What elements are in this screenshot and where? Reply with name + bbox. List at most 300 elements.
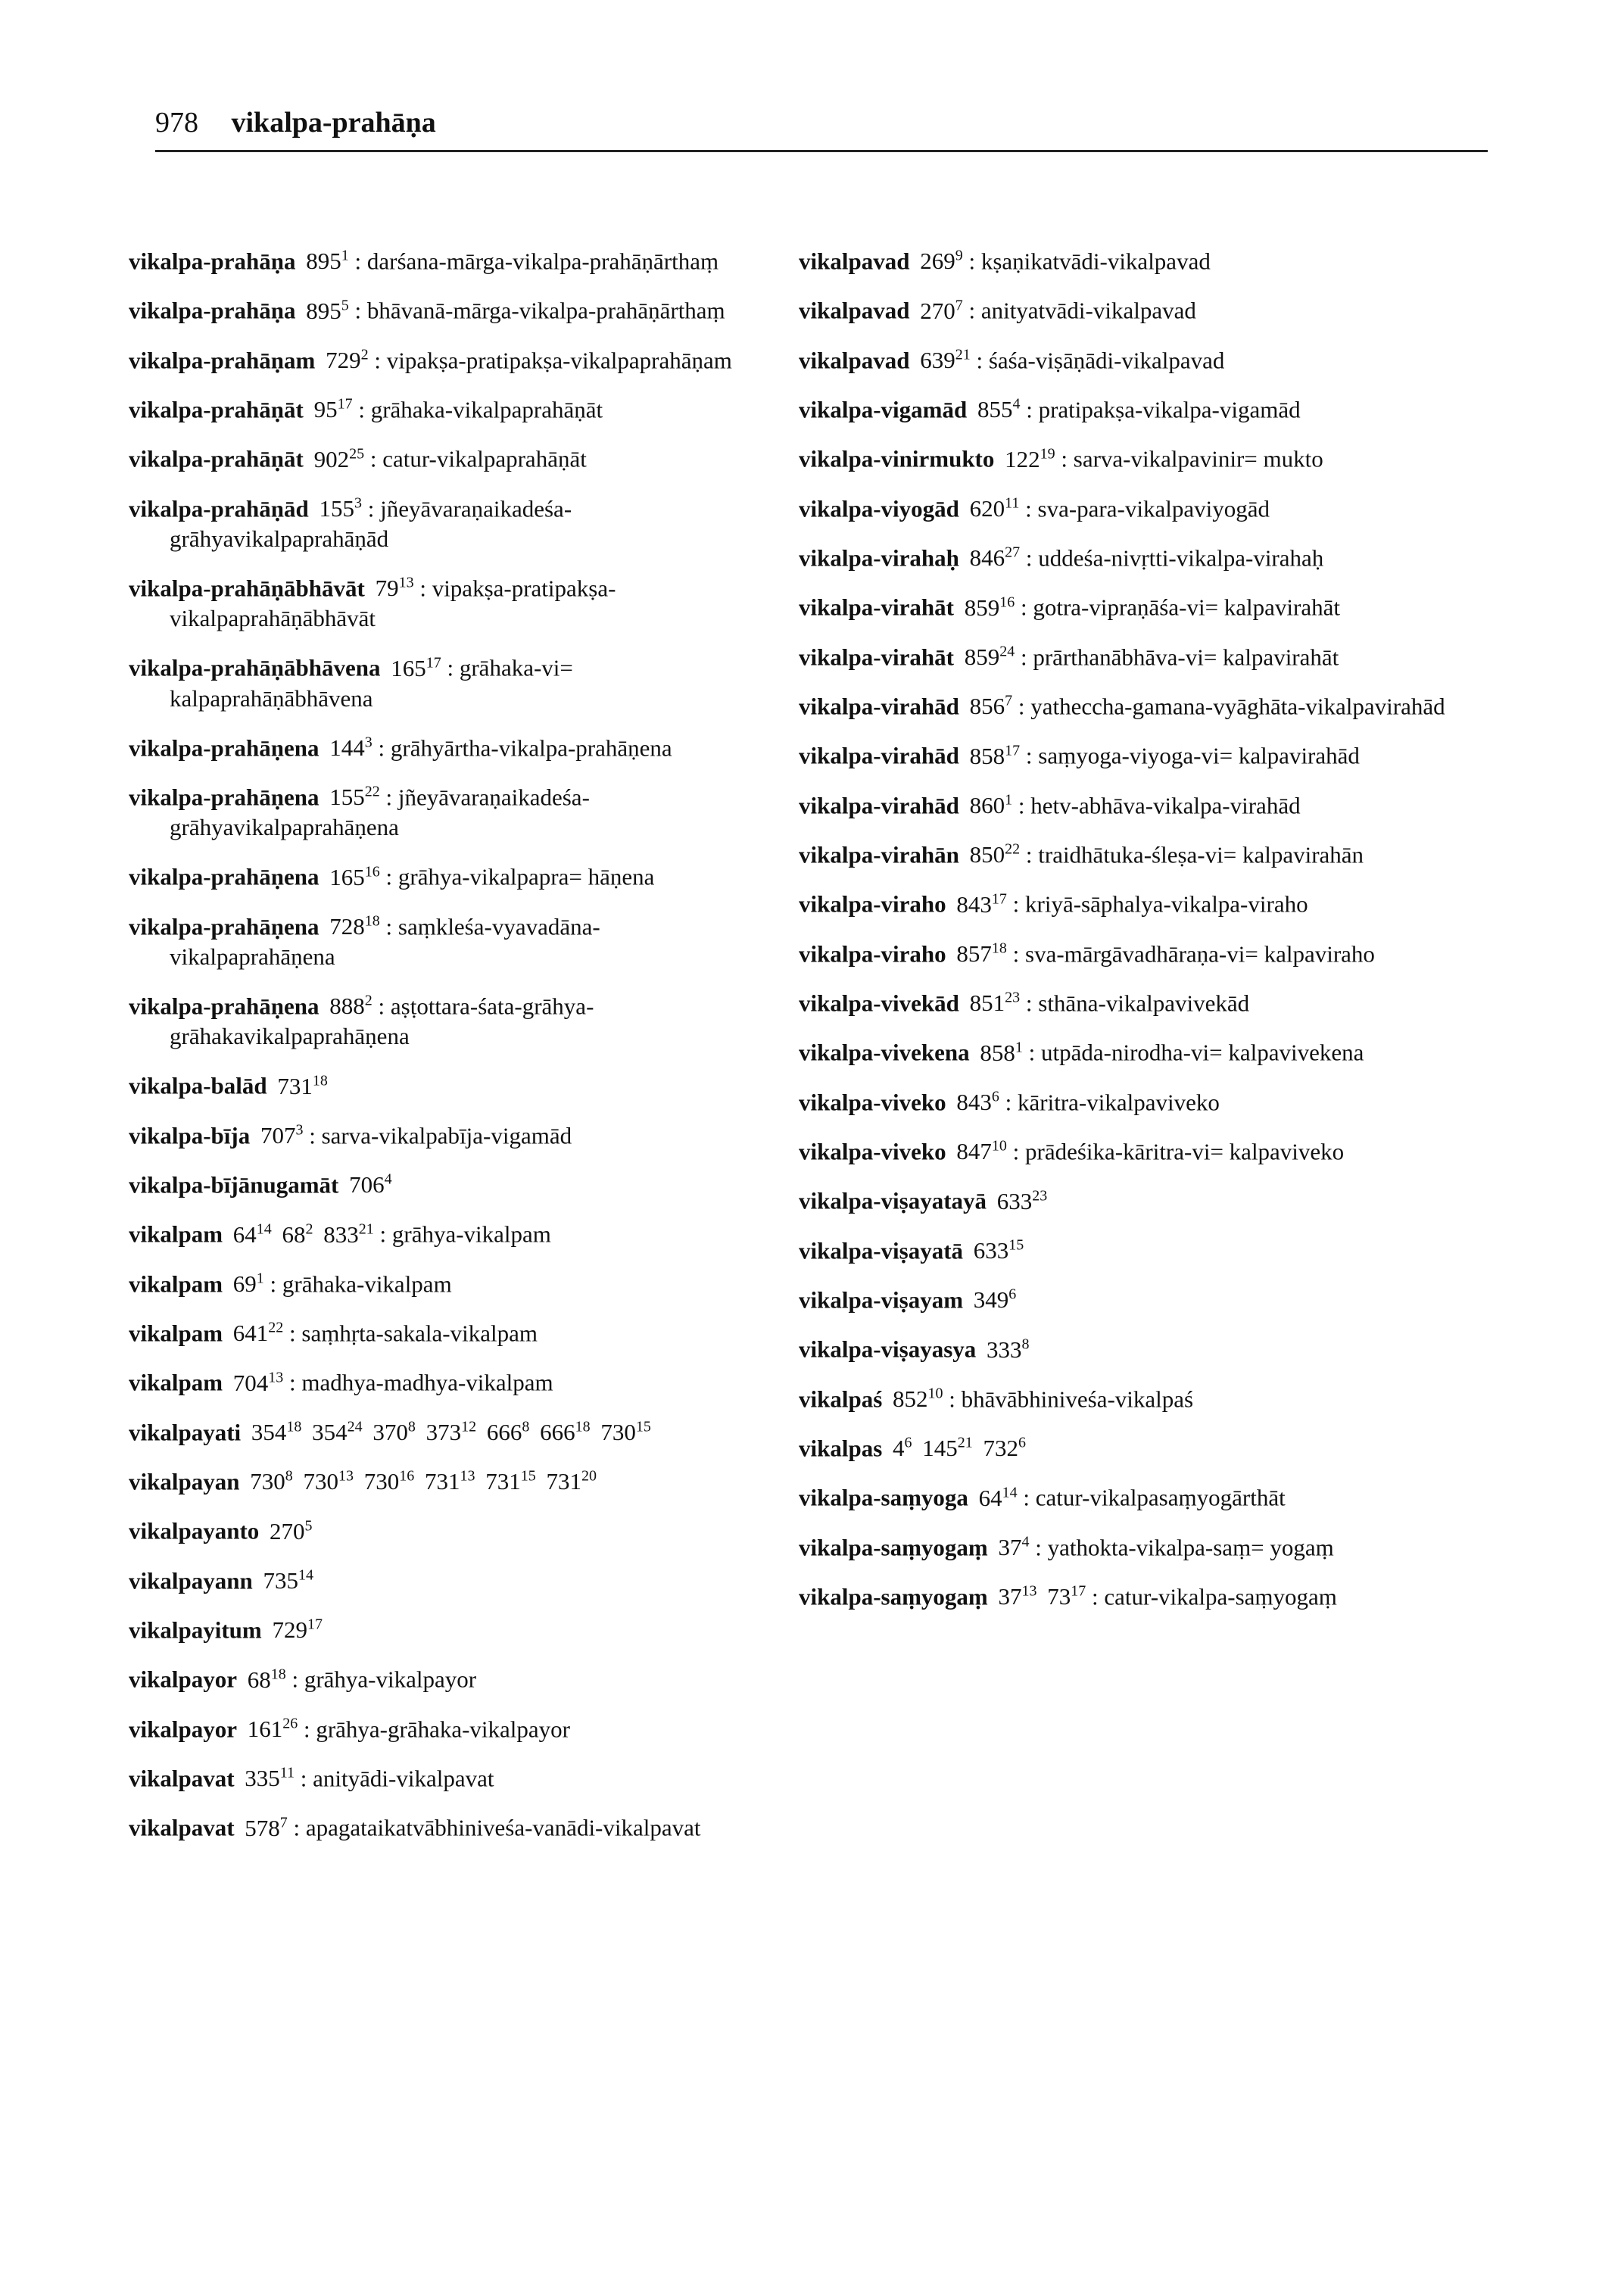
entry-context: : sva-mārgāvadhāraṇa-vi= kalpaviraho (1006, 940, 1375, 967)
index-entry (129, 1313, 765, 1348)
entry-reference (239, 1815, 288, 1841)
reference-line: 24 (999, 643, 1015, 660)
index-entry (799, 1576, 1480, 1612)
index-entry (799, 1329, 1480, 1364)
entry-headword: vikalpa-prahāṇa (129, 297, 296, 324)
entry-reference (245, 1419, 301, 1445)
reference-line: 2 (305, 1220, 313, 1238)
reference-page: 68 (241, 1666, 271, 1693)
entry-reference (244, 1468, 292, 1495)
reference-page: 858 (963, 742, 1005, 769)
entry-reference (951, 891, 1007, 918)
entry-reference (242, 1716, 298, 1742)
entry-headword: vikalpa-prahāṇena (129, 784, 320, 811)
reference-page: 850 (963, 841, 1005, 868)
entry-headword: vikalpa-viraho (799, 940, 946, 967)
entry-headword: vikalpa-prahāṇam (129, 346, 316, 373)
reference-line: 15 (1008, 1236, 1024, 1254)
reference-line: 12 (461, 1418, 477, 1435)
entry-context: : sarva-vikalpavinir= mukto (1055, 445, 1323, 472)
entry-reference (959, 594, 1015, 621)
index-entry (799, 1379, 1480, 1414)
entry-reference (301, 298, 349, 324)
reference-line: 8 (407, 1418, 416, 1435)
entry-reference (320, 347, 368, 373)
entry-headword: vikalpa-virahāt (799, 643, 954, 670)
entry-headword: vikalpayan (129, 1468, 240, 1495)
entry-reference (973, 1485, 1018, 1511)
entry-headword: vikalpa-bījānugamāt (129, 1171, 339, 1198)
left-column (129, 241, 765, 1857)
entry-reference (272, 1073, 328, 1099)
entry-headword: vikalpa-virahād (799, 791, 959, 818)
reference-page: 122 (999, 445, 1040, 472)
reference-page: 578 (238, 1814, 280, 1841)
index-entry (129, 1461, 765, 1497)
entry-headword: vikalpam (129, 1320, 223, 1347)
entry-headword: vikalpavad (799, 248, 910, 275)
entry-context: : grāhaka-vikalpaprahāṇāt (352, 396, 603, 423)
entry-reference (227, 1370, 283, 1396)
reference-line: 24 (347, 1418, 363, 1435)
entry-headword: vikalpa-viraho (799, 890, 946, 918)
index-entry (129, 1264, 765, 1299)
reference-line: 25 (349, 445, 365, 463)
entry-context: : pratipakṣa-vikalpa-vigamād (1020, 396, 1301, 423)
reference-line: 3 (295, 1121, 304, 1139)
entry-context: : grāhaka-vi= kalpaprahāṇābhāvena (170, 654, 573, 712)
reference-page: 64 (972, 1484, 1002, 1511)
reference-line: 22 (1005, 840, 1021, 858)
header-rule (155, 150, 1488, 152)
reference-line: 17 (1071, 1582, 1086, 1600)
entry-context: : utpāda-nirodha-vi= kalpavivekena (1022, 1039, 1364, 1066)
reference-line: 18 (286, 1418, 302, 1435)
entry-reference (324, 913, 380, 940)
page-title: vikalpa-prahāṇa (231, 107, 436, 139)
entry-reference (276, 1221, 313, 1248)
entry-headword: vikalpayann (129, 1566, 253, 1594)
entry-headword: vikalpa-virahāt (799, 594, 954, 621)
entry-context: : bhāvābhiniveśa-vikalpaś (943, 1385, 1194, 1412)
index-entry (129, 986, 765, 1052)
entry-headword: vikalpa-virahād (799, 742, 959, 769)
reference-line: 11 (279, 1764, 295, 1781)
entry-reference (306, 1419, 362, 1445)
reference-line: 14 (298, 1566, 313, 1584)
reference-page: 707 (254, 1121, 296, 1149)
entry-reference (257, 1567, 313, 1594)
reference-page: 729 (320, 346, 361, 373)
reference-page: 270 (914, 297, 955, 324)
reference-page: 851 (963, 990, 1005, 1017)
index-entry (799, 538, 1480, 573)
reference-line: 11 (1005, 494, 1020, 512)
reference-page: 731 (271, 1072, 313, 1099)
entry-reference (343, 1171, 391, 1198)
reference-line: 17 (425, 654, 441, 672)
entry-context: : hetv-abhāva-vikalpa-virahād (1012, 791, 1301, 818)
reference-page: 856 (963, 693, 1005, 720)
entry-reference (313, 495, 362, 522)
reference-page: 902 (307, 445, 350, 472)
entry-reference (964, 841, 1020, 868)
entry-context: : apagataikatvābhiniveśa-vanādi-vikalpavat (287, 1814, 701, 1841)
index-entry (129, 438, 765, 474)
reference-line: 4 (1021, 1533, 1030, 1551)
reference-page: 155 (323, 784, 365, 811)
entry-headword: vikalpa-prahāṇābhāvāt (129, 575, 365, 602)
entry-reference (914, 248, 962, 274)
entry-reference (887, 1385, 943, 1412)
index-entry (799, 637, 1480, 672)
reference-page: 730 (244, 1468, 285, 1495)
entry-headword: vikalpa-viṣayatayā (799, 1187, 987, 1214)
index-entry (129, 1164, 765, 1200)
index-entry (129, 1659, 765, 1694)
entry-context: : catur-vikalpasaṃyogārthāt (1017, 1484, 1286, 1511)
index-entry (799, 1082, 1480, 1117)
reference-line: 17 (991, 890, 1007, 908)
index-entry (799, 933, 1480, 969)
entry-reference (991, 1188, 1047, 1214)
index-entry (799, 1180, 1480, 1216)
entry-headword: vikalpa-prahāṇāt (129, 396, 304, 423)
entry-headword: vikalpa-viṣayatā (799, 1236, 964, 1264)
entry-headword: vikalpa-prahāṇena (129, 863, 320, 890)
entry-reference (358, 1468, 414, 1495)
index-entry (799, 834, 1480, 870)
reference-page: 666 (534, 1418, 575, 1445)
reference-page: 144 (323, 734, 365, 761)
reference-page: 731 (540, 1468, 581, 1495)
entry-reference (385, 655, 441, 681)
reference-line: 6 (1008, 1286, 1017, 1303)
entry-reference (968, 1286, 1016, 1313)
entry-reference (999, 446, 1055, 472)
entry-reference (227, 1221, 272, 1248)
reference-line: 16 (364, 863, 380, 881)
entry-context: : anityādi-vikalpavat (295, 1765, 494, 1792)
index-entry (799, 1428, 1480, 1463)
entry-reference (318, 1221, 374, 1248)
entry-headword: vikalpa-virahād (799, 693, 959, 720)
reference-line: 8 (285, 1467, 293, 1485)
reference-page: 155 (313, 494, 355, 522)
index-entry (799, 340, 1480, 376)
reference-line: 8 (522, 1418, 530, 1435)
entry-headword: vikalpa-vigamād (799, 396, 968, 423)
reference-page: 860 (963, 791, 1005, 818)
entry-reference (959, 644, 1015, 670)
reference-line: 17 (307, 1616, 323, 1633)
index-entry (129, 1758, 765, 1794)
reference-line: 1 (1005, 791, 1013, 809)
reference-line: 21 (955, 346, 971, 363)
reference-page: 333 (980, 1336, 1022, 1363)
reference-page: 852 (887, 1385, 928, 1412)
reference-line: 22 (364, 783, 380, 800)
index-entry (129, 1610, 765, 1645)
entry-headword: vikalpa-viṣayam (799, 1286, 964, 1314)
reference-line: 15 (520, 1467, 536, 1485)
reference-line: 16 (399, 1467, 415, 1485)
entry-reference (324, 993, 372, 1019)
index-entry (799, 488, 1480, 524)
reference-line: 7 (1005, 692, 1013, 709)
entry-context: : yatheccha-gamana-vyāghāta-vikalpavirahād (1012, 693, 1445, 720)
reference-page: 354 (245, 1418, 287, 1445)
reference-page: 859 (958, 594, 1000, 621)
reference-page: 732 (977, 1435, 1019, 1462)
entry-headword: vikalpa-prahāṇena (129, 912, 320, 940)
reference-line: 1 (1015, 1039, 1023, 1056)
index-entry (129, 1510, 765, 1546)
reference-line: 3 (354, 494, 363, 512)
reference-page: 335 (238, 1765, 280, 1792)
entry-headword: vikalpa-viveko (799, 1088, 946, 1115)
entry-context: : sthāna-vikalpavivekād (1020, 990, 1250, 1017)
index-entry (129, 647, 765, 713)
reference-line: 13 (1021, 1582, 1037, 1600)
index-entry (799, 1279, 1480, 1315)
reference-page: 666 (481, 1418, 522, 1445)
entry-headword: vikalpavat (129, 1765, 235, 1792)
entry-reference (369, 575, 414, 601)
entry-reference (541, 1468, 597, 1495)
entry-headword: vikalpam (129, 1270, 223, 1297)
reference-page: 735 (257, 1566, 298, 1594)
index-entry (799, 735, 1480, 771)
reference-line: 4 (384, 1170, 392, 1188)
entry-context: : catur-vikalpa-saṃyogaṃ (1086, 1583, 1337, 1610)
index-entry (799, 587, 1480, 622)
entry-headword: vikalpa-virahān (799, 841, 959, 868)
entry-context: : yathokta-vikalpa-saṃ= yogaṃ (1029, 1533, 1334, 1560)
entry-reference (993, 1534, 1030, 1560)
reference-page: 888 (323, 993, 365, 1020)
entry-context: : prārthanābhāva-vi= kalpavirahāt (1015, 643, 1339, 670)
index-entry (129, 1115, 765, 1151)
entry-context: : sva-para-vikalpaviyogād (1019, 494, 1270, 522)
index-entry (799, 785, 1480, 821)
entry-reference (993, 1583, 1037, 1610)
reference-page: 728 (323, 912, 365, 940)
index-entry (799, 290, 1480, 326)
index-entry (129, 340, 765, 376)
reference-page: 731 (419, 1468, 460, 1495)
reference-line: 2 (364, 992, 372, 1009)
entry-reference (263, 1518, 312, 1544)
reference-line: 18 (364, 912, 380, 930)
entry-headword: vikalpa-prahāṇād (129, 494, 309, 522)
reference-page: 165 (323, 863, 365, 890)
entry-context: : grāhyārtha-vikalpa-prahāṇena (372, 734, 672, 761)
reference-line: 9 (955, 248, 963, 264)
index-entry (129, 488, 765, 554)
reference-page: 730 (357, 1468, 400, 1495)
entry-reference (324, 784, 380, 810)
entry-context: : kriyā-sāphalya-vikalpa-viraho (1006, 890, 1308, 918)
index-entry (799, 389, 1480, 425)
index-entry (129, 1412, 765, 1448)
reference-page: 855 (971, 396, 1013, 423)
reference-page: 64 (227, 1220, 257, 1248)
index-entry (799, 983, 1480, 1018)
reference-page: 843 (950, 1088, 992, 1115)
reference-line: 18 (575, 1418, 591, 1435)
reference-page: 68 (276, 1220, 306, 1248)
index-entry (129, 290, 765, 326)
reference-page: 4 (887, 1435, 905, 1462)
entry-reference (964, 990, 1020, 1016)
entry-headword: vikalpam (129, 1369, 223, 1396)
index-entry (129, 1560, 765, 1596)
entry-reference (595, 1419, 651, 1445)
reference-line: 15 (635, 1418, 651, 1435)
entry-context: : grāhaka-vikalpam (263, 1270, 452, 1297)
reference-page: 145 (916, 1435, 958, 1462)
entry-reference (267, 1616, 323, 1643)
entry-headword: vikalpa-saṃyogaṃ (799, 1583, 988, 1610)
entry-context: : grāhya-grāhaka-vikalpayor (298, 1715, 570, 1742)
index-entry (129, 568, 765, 634)
reference-page: 269 (914, 248, 955, 275)
entry-reference (227, 1270, 264, 1297)
reference-line: 23 (1005, 989, 1021, 1006)
entry-context: : grāhya-vikalpam (373, 1220, 551, 1248)
reference-line: 21 (358, 1220, 374, 1238)
entry-reference (917, 1435, 973, 1461)
index-entry (129, 1214, 765, 1249)
entry-context: : saṃyoga-viyoga-vi= kalpavirahād (1020, 742, 1360, 769)
index-entry (799, 686, 1480, 722)
reference-page: 370 (366, 1418, 408, 1445)
entry-headword: vikalpayor (129, 1715, 237, 1742)
entry-reference (298, 1468, 354, 1495)
reference-line: 21 (957, 1434, 973, 1451)
entry-reference (227, 1320, 283, 1346)
entry-reference (239, 1765, 295, 1791)
entry-reference (324, 864, 380, 890)
reference-page: 833 (317, 1220, 359, 1248)
entry-headword: vikalpavat (129, 1814, 235, 1841)
reference-line: 10 (991, 1137, 1007, 1155)
entry-reference (308, 446, 364, 472)
entry-reference (964, 693, 1012, 719)
entry-headword: vikalpayanto (129, 1517, 260, 1544)
entry-context: : grāhya-vikalpapra= hāṇena (379, 863, 655, 890)
entry-headword: vikalpa-virahaḥ (799, 544, 959, 572)
reference-line: 5 (341, 297, 349, 314)
entry-context: : jñeyāvaraṇaikadeśa-grāhyavikalpaprahāṇād (170, 494, 572, 552)
index-entry (799, 1527, 1480, 1563)
index-entry (799, 1131, 1480, 1167)
index-entry (129, 1362, 765, 1398)
entry-context: : aṣṭottara-śata-grāhya-grāhakavikalpaprahāṇena (170, 993, 594, 1050)
reference-page: 37 (992, 1533, 1022, 1560)
index-entry (799, 884, 1480, 919)
reference-line: 27 (1005, 544, 1021, 561)
entry-reference (481, 1419, 529, 1445)
entry-reference (914, 298, 962, 324)
entry-headword: vikalpa-balād (129, 1072, 267, 1099)
entry-context: : vipakṣa-pratipakṣa-vikalpaprahāṇābhāvāt (170, 575, 616, 632)
index-entry (129, 1709, 765, 1744)
entry-headword: vikalpa-viveko (799, 1138, 946, 1165)
entry-headword: vikalpavad (799, 346, 910, 373)
entry-headword: vikalpa-prahāṇena (129, 734, 320, 761)
index-entry (129, 728, 765, 763)
reference-page: 633 (991, 1187, 1033, 1214)
entry-headword: vikalpas (799, 1435, 883, 1462)
entry-headword: vikalpa-vivekena (799, 1039, 970, 1066)
entry-headword: vikalpa-vinirmukto (799, 445, 995, 472)
index-entry (129, 389, 765, 425)
entry-reference (974, 1039, 1023, 1066)
reference-line: 4 (1012, 395, 1021, 413)
entry-reference (951, 1138, 1007, 1164)
reference-line: 7 (279, 1814, 288, 1831)
reference-page: 895 (300, 248, 341, 275)
reference-line: 13 (338, 1467, 354, 1485)
entry-reference (951, 940, 1007, 967)
entry-context: : saṃkleśa-vyavadāna-vikalpaprahāṇena (170, 912, 600, 970)
reference-page: 165 (385, 654, 426, 681)
reference-line: 18 (991, 940, 1007, 957)
entry-headword: vikalpayati (129, 1418, 242, 1445)
entry-context: : catur-vikalpaprahāṇāt (364, 445, 587, 472)
reference-line: 19 (1040, 445, 1055, 463)
entry-headword: vikalpayitum (129, 1616, 262, 1644)
reference-page: 731 (479, 1468, 521, 1495)
right-column (799, 241, 1480, 1625)
reference-page: 620 (963, 494, 1005, 522)
entry-reference (914, 347, 970, 373)
reference-line: 10 (927, 1385, 943, 1402)
page-number: 978 (155, 107, 198, 139)
entry-headword: vikalpa-prahāṇena (129, 993, 320, 1020)
reference-page: 729 (266, 1616, 307, 1644)
entry-headword: vikalpa-prahāṇa (129, 248, 296, 275)
index-entry (129, 1807, 765, 1843)
reference-page: 730 (297, 1468, 338, 1495)
reference-page: 857 (950, 940, 992, 967)
reference-line: 2 (360, 346, 369, 363)
entry-reference (534, 1419, 590, 1445)
entry-context: : madhya-madhya-vikalpam (283, 1369, 553, 1396)
entry-context: : sarva-vikalpabīja-vigamād (303, 1121, 572, 1149)
entry-context: : darśana-mārga-vikalpa-prahāṇārthaṃ (348, 248, 719, 275)
reference-line: 16 (999, 594, 1015, 611)
entry-reference (242, 1666, 286, 1693)
reference-line: 1 (341, 248, 349, 264)
reference-page: 633 (968, 1236, 1009, 1264)
entry-reference (301, 248, 349, 274)
entry-reference (964, 792, 1012, 818)
reference-page: 847 (950, 1138, 992, 1165)
entry-reference (951, 1089, 999, 1115)
entry-context: : vipakṣa-pratipakṣa-vikalpaprahāṇam (368, 346, 732, 373)
reference-line: 3 (364, 734, 372, 751)
reference-line: 26 (282, 1715, 298, 1732)
entry-reference (324, 734, 372, 761)
index-entry (799, 241, 1480, 276)
entry-reference (977, 1435, 1026, 1461)
entry-headword: vikalpavad (799, 297, 910, 324)
entry-headword: vikalpa-vivekād (799, 990, 959, 1017)
entry-reference (980, 1336, 1029, 1363)
